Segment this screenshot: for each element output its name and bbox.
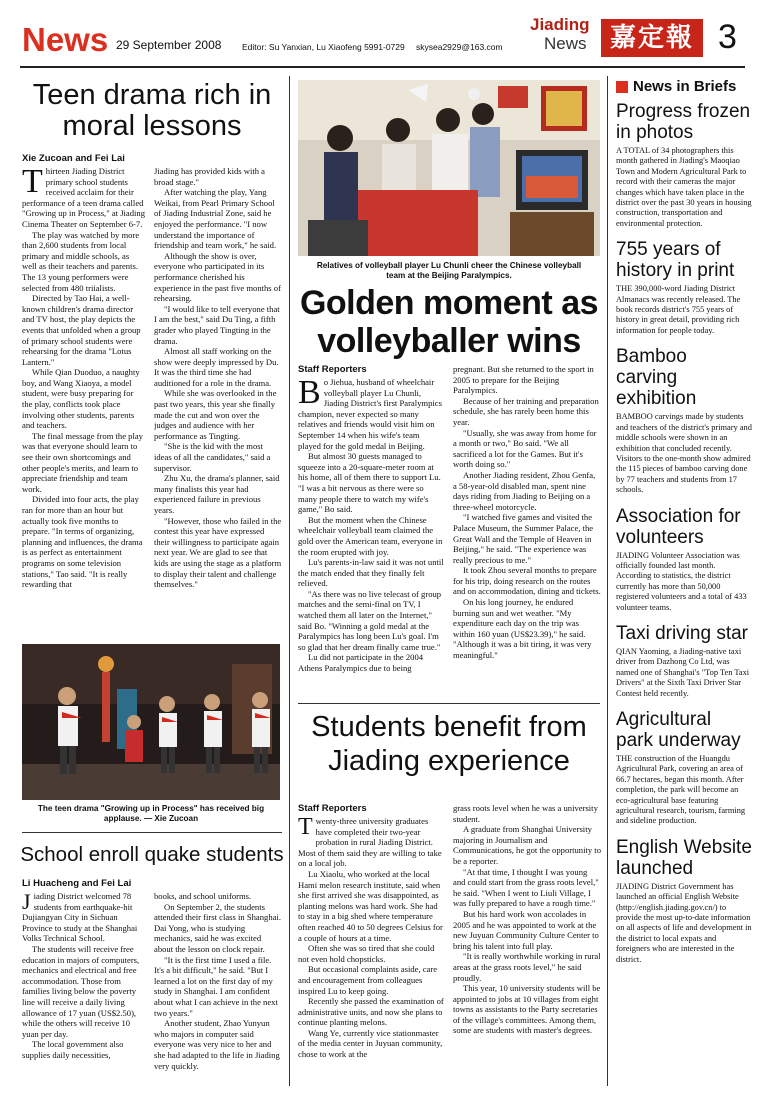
paragraph: While Qian Duoduo, a naughty boy, and Wang Xiaoya, a model student, were busy preparing for the play, conflicts took place involving other students, parents and teachers. <box>22 367 140 431</box>
quake-col2 <box>154 891 282 1086</box>
brief-item <box>616 506 752 613</box>
brief-item <box>616 837 752 965</box>
brief-headline: Taxi driving star <box>616 622 748 644</box>
paragraph <box>298 816 444 869</box>
brief-headline: Agricultural park underway <box>616 709 741 751</box>
paragraph: On September 2, the students attended their first class in Shanghai. Dai Yong, who is studying mechanics, said he was excited about the lesson on clock repair. <box>154 901 281 954</box>
teen-drama-col2 <box>154 166 282 636</box>
brief-body: THE construction of the Huangdu Agricultural Park, covering an area of 66.7 hectares, began this month. After completion, the park will become an eco-agricultural base featuring agricultural research, tourism, farming and sideline production. <box>616 754 746 826</box>
paragraph-text: iading District welcomed 78 students from earthquake-hit Dujiangyan City in Sichuan Province to study at the Shanghai Volks Technical School. <box>22 891 138 944</box>
paragraph: "At that time, I thought I was young and could start from the grass roots level," he said. "When I went to Liuli Village, I was fully prepared to have a rough time." <box>453 866 599 909</box>
paragraph: Because of her training and preparation schedule, she has rarely been home this year. <box>453 395 599 427</box>
paragraph: But occasional complaints aside, care and encouragement from colleagues inspired Lu to keep going. <box>298 964 438 996</box>
paragraph <box>298 377 444 451</box>
paragraph: "As there was no live telecast of group matches and the semi-final on TV, I watched them all later on the Internet," said Bo. "Winning a gold medal at the Paralympics has long been Lu's goal. I'm so glad that her dream finally came true." <box>298 588 442 652</box>
teen-drama-col1 <box>22 166 146 636</box>
teen-drama-byline: Xie Zucoan and Fei Lai <box>22 153 125 164</box>
masthead <box>0 0 767 70</box>
drop-cap: T <box>298 816 313 840</box>
briefs-title <box>616 78 752 95</box>
family-cheering-image <box>298 80 600 256</box>
paragraph: Jiading has provided kids with a broad stage." <box>154 166 265 187</box>
quake-headline: School enroll quake students <box>20 843 284 866</box>
logo-en-top: Jiading <box>530 15 590 34</box>
headline-line: Students benefit from <box>311 711 587 743</box>
logo-cn: 嘉定報 <box>601 19 703 57</box>
briefs-title-text: News in Briefs <box>633 78 737 95</box>
paragraph: But the moment when the Chinese wheelchair volleyball team claimed the gold over the American team, everyone in the room erupted with joy. <box>298 514 443 557</box>
volleyball-photo-caption <box>298 261 600 281</box>
logo-en-bottom: News <box>544 34 587 53</box>
teen-drama-headline <box>22 80 282 142</box>
brief-headline: Bamboo carving exhibition <box>616 346 697 410</box>
paragraph: But almost 30 guests managed to squeeze into a 20-square-meter room at his home, all of them there to support Lu. "I was a bit nervous as there were so many people there to watch my wife's game," Bo said. <box>298 451 441 515</box>
headline-line: Jiading experience <box>328 745 570 777</box>
paragraph: Lu did not participate in the 2004 Athens Paralympics due to being <box>298 652 424 674</box>
logo-en <box>530 15 594 59</box>
paragraph: Another student, Zhao Yunyun who majors in computer said everyone was very nice to her and she had adapted to the life in Jiading very quickly. <box>154 1018 280 1071</box>
headline-line: moral lessons <box>62 110 242 142</box>
editor-line: Editor: Su Yanxian, Lu Xiaofeng 5991-0729 <box>242 42 405 52</box>
column-rule-right <box>607 76 608 1086</box>
paragraph: Directed by Tao Hai, a well-known children's drama director and TV host, the play depicts the events that unfolded when a group of primary school students were rehearsing for the drama "Lotus Lantern." <box>22 293 141 367</box>
quake-col1 <box>22 891 146 1086</box>
brief-headline: Association for volunteers <box>616 505 741 548</box>
brief-item <box>616 346 752 495</box>
paragraph: The final message from the play was that everyone should learn to see their own shortcomings and other people's merits, and learn to appreciate friendship and team work. <box>22 430 143 494</box>
students-headline <box>296 710 602 778</box>
brief-body: A TOTAL of 34 photographers this month gathered in Jiading's Maoqiao Town and Modern Agricultural Park to record with their cameras the major changes which have taken place in the district over the past 30 years in housing construction, transportation and environmental protection. <box>616 146 752 228</box>
paragraph: Zhu Xu, the drama's planner, said many finalists this year had experienced failure in previous years. <box>154 473 280 515</box>
brief-body: THE 390,000-word Jiading District Almanacs was recently released. The book records district's 755 years of history in great detail, providing rich information for people today. <box>616 284 741 335</box>
brief-headline: Progress frozen in photos <box>616 101 751 143</box>
paragraph: "I watched five games and visited the Palace Museum, the Summer Palace, the Great Wall and the Temple of Heaven in Beijing," he said. "The experience was really precious to me." <box>453 512 594 565</box>
paragraph: A graduate from Shanghai University majoring in Journalism and Communications, he got the opportunity to be a reporter. <box>453 824 601 866</box>
paragraph <box>22 891 146 944</box>
paragraph: Divided into four acts, the play ran for more than an hour but actually took five months to prepare. "In terms of organizing, planning and influences, the drama is as perfect as entertainment programs on some television stations," Tao said. "It is really rewarding that <box>22 494 143 590</box>
brief-body: JIADING Volunteer Association was officially founded last month. According to statistics, the district currently has more than 50,000 registered volunteers and a total of 433 volunteer teams. <box>616 550 747 612</box>
paragraph: "Usually, she was away from home for a month or two," Bo said. "We all sacrificed a lot for the Games. But it's worth doing so." <box>453 427 597 470</box>
paragraph: books, and school uniforms. <box>154 891 252 901</box>
volleyball-photo <box>298 80 600 256</box>
page-number: 3 <box>718 18 737 56</box>
paragraph: Lu Xiaolu, who worked at the local Hami melon research institute, said when she first arrived she was disappointed, as planting melons was hard work. She had to stay in a big shed where temperature often reached 40 to 50 degrees Celsius for a couple of hours at a time. <box>298 868 443 943</box>
paragraph: Almost all staff working on the show were deeply impressed by Du. It was the third time she had auditioned for a role in the drama. <box>154 346 279 388</box>
headline-line: Teen drama rich in <box>32 79 272 111</box>
red-square-icon <box>616 81 628 93</box>
brief-item <box>616 239 752 336</box>
column-rule-left <box>289 76 290 1086</box>
brief-headline: 755 years of history in print <box>616 239 735 282</box>
quake-byline: Li Huacheng and Fei Lai <box>22 878 132 889</box>
paragraph: "I would like to tell everyone that I am the best," said Du Ting, a fifth grader who played Tingting in the drama. <box>154 303 280 346</box>
volleyball-byline: Staff Reporters <box>298 364 367 375</box>
drama-photo <box>22 644 280 800</box>
paragraph: "She is the kid with the most ideas of all the candidates," said a supervisor. <box>154 441 271 473</box>
drop-cap: T <box>22 166 43 200</box>
section-label: News <box>22 21 109 58</box>
section-rule <box>22 832 282 833</box>
headline-line: Golden moment as <box>299 284 599 322</box>
issue-date: 29 September 2008 <box>116 38 222 52</box>
paragraph-text: o Jiehua, husband of wheelchair volleyball player Lu Chunli, Jiading District's first Paralympics champion, never expected so many relatives and friends would visit him on September 14 when his wife's team played for the gold medal in Beijing. <box>298 377 442 451</box>
volleyball-col2 <box>453 364 601 699</box>
headline-line: volleyballer wins <box>317 322 581 360</box>
section-rule <box>298 703 600 704</box>
paragraph: The students will receive free education in majors of computers, mechanics and electrical and free accommodation. Those from families living below the poverty line will receive a daily living allowance of 17 yuan (US$2.50), while the others will receive 10 yuan per day. <box>22 943 140 1039</box>
paragraph: The play was watched by more than 2,600 students from local primary and middle schools, as well as their teachers and parents. The 13 young performers were selected from 480 triialists. <box>22 229 140 293</box>
paragraph: Recently she passed the examination of administrative units, and now she plans to continue planting melons. <box>298 996 444 1028</box>
brief-body: QIAN Yaoming, a Jiading-native taxi driver from Dazhong Co Ltd, was named one of Shanghai's "Top Ten Taxi Drivers" at the Sixth Taxi Driver Star Contest held recently. <box>616 646 750 698</box>
drama-stage-image <box>22 644 280 800</box>
paragraph: After watching the play, Yang Weikai, from Pearl Primary School of Jiading Industrial Zone, said he enjoyed the performance. "I now understand the importance of friendship and team work," he said. <box>154 187 277 251</box>
brief-headline: English Website launched <box>616 836 752 879</box>
paragraph-text: hirteen Jiading District primary school students received acclaim for their performance of a teen drama called "Growing up in Process," at Jiading Cinema Theater on September 6-7. <box>22 166 146 229</box>
briefs-column <box>616 78 752 1090</box>
drop-cap: B <box>298 377 321 411</box>
paragraph: "However, those who failed in the contest this year have expressed their willingness to participate again next year. We are glad to see that kids are using the stage as a platform to display their talent and challenge themselves." <box>154 515 282 590</box>
paragraph-text: wenty-three university graduates have completed their two-year probation in rural Jiading District. Most of them said they are willing to take on a local job. <box>298 816 442 869</box>
caption-line: team at the Beijing Paralympics. <box>386 271 512 280</box>
volleyball-headline <box>296 284 602 360</box>
paragraph: pregnant. But she returned to the sport in 2005 to prepare for the Beijing Paralympics. <box>453 364 594 396</box>
paragraph: Lu's parents-in-law said it was not until the match ended that they finally felt relieved. <box>298 557 444 589</box>
drop-cap: J <box>22 891 31 914</box>
students-byline: Staff Reporters <box>298 803 367 814</box>
paragraph: "It is the first time I used a file. It's a bit difficult," he said. "But I learned a lot on the first day of my study in Shanghai. I am confident about what I can achieve in the next two years." <box>154 954 278 1018</box>
paragraph: But his hard work won accolades in 2005 and he was appointed to work at the new Juyuan Community Culture Center to bring his talent into full play. <box>453 908 599 951</box>
paragraph <box>22 166 146 230</box>
paragraph: It took Zhou several months to prepare for his trip, doing research on the routes and on accommodation, dining and tickets. <box>453 565 601 597</box>
paragraph: grass roots level when he was a university student. <box>453 803 598 824</box>
students-col2 <box>453 803 601 1088</box>
volleyball-col1 <box>298 377 444 699</box>
masthead-rule <box>20 66 745 68</box>
paragraph: This year, 10 university students will be appointed to jobs at 10 villages from eight towns as assistants to the Party secretaries of the village's committees. Among them, some are students with master's degrees. <box>453 983 601 1036</box>
paragraph: Although the show is over, everyone who participated in its performance cherished his experience in the past five months of rehearsing. <box>154 250 281 304</box>
students-col1 <box>298 816 444 1088</box>
paragraph: Wang Ye, currently vice stationmaster of the media center in Juyuan community, chose to work at the <box>298 1027 443 1060</box>
brief-body: BAMBOO carvings made by students and teachers of the district's primary and middle schools were shown in an exhibition that concluded recently. Visitors to the one-month show admired the 115 pieces of bamboo carving done by 77 teachers and students from 17 schools. <box>616 412 752 495</box>
paragraph: Often she was so tired that she could not even hold chopsticks. <box>298 943 435 964</box>
brief-item <box>616 709 752 827</box>
brief-item <box>616 101 752 229</box>
editor-email: skysea2929@163.com <box>416 42 503 52</box>
brief-body: JIADING District Government has launched an official English Website (http://english.jiading.gov.cn/) to provide the most up-to-date information on all aspects of life and development in the district to local expats and foreigners who are interested in the district. <box>616 881 752 964</box>
paragraph: On his long journey, he endured burning sun and wet weather. "My expenditure each day on the trip was within 160 yuan (US$23.39)," he said. "Although it was a bit tiring, it was very meaningful." <box>453 597 592 661</box>
paragraph: While she was overlooked in the past two years, this year she finally made the cut and won over the judges and audience with her performance as Tingting. <box>154 388 277 441</box>
paragraph: The local government also supplies daily necessities, <box>22 1039 124 1060</box>
drama-photo-caption: The teen drama "Growing up in Process" has received big applause. — Xie Zucoan <box>37 804 265 823</box>
paragraph: "It is really worthwhile working in rural areas at the grass roots level," he said proudly. <box>453 951 601 983</box>
brief-item <box>616 623 752 699</box>
caption-line: Relatives of volleyball player Lu Chunli cheer the Chinese volleyball <box>316 261 582 270</box>
paragraph: Another Jiading resident, Zhou Genfa, a 58-year-old disabled man, spent nine days riding from Jiading to Beijing on a three-wheel motorcycle. <box>453 469 596 512</box>
